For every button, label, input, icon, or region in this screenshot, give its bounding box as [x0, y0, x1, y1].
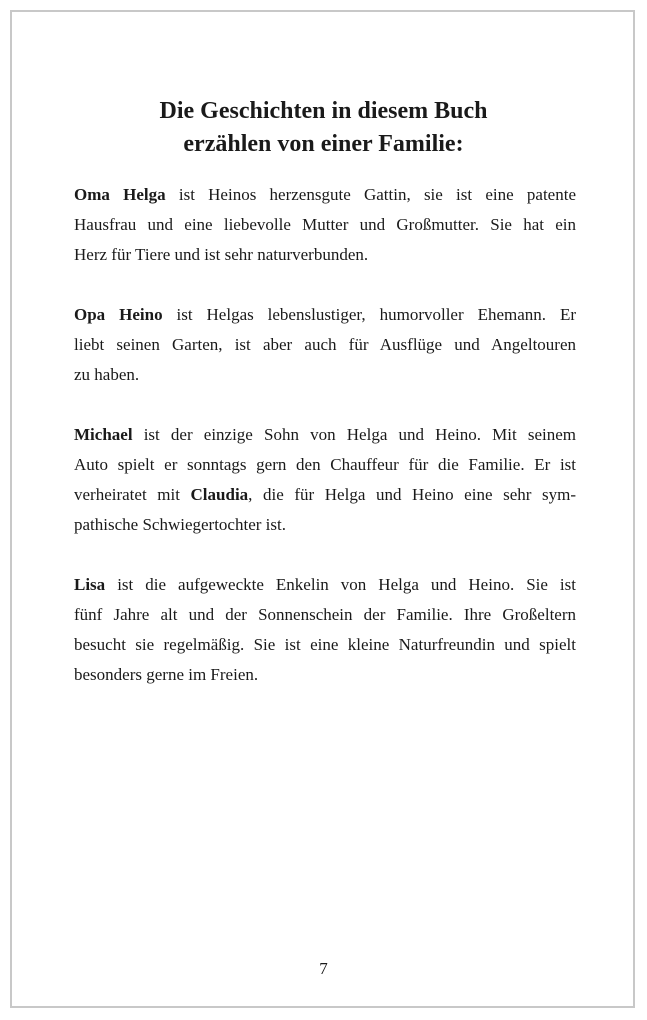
body-text	[74, 180, 576, 720]
text-line: Herz für Tiere und ist sehr naturverbunden.	[74, 245, 369, 264]
page-number: 7	[319, 959, 328, 978]
character-name: Claudia	[190, 485, 249, 504]
character-name: Michael	[74, 425, 133, 444]
page-title-line-2: erzählen von einer Familie:	[183, 131, 464, 157]
text-line: liebt seinen Garten, ist aber auch für Ausflüge und Angeltouren	[74, 335, 576, 354]
paragraph-michael	[74, 420, 576, 540]
character-name: Oma Helga	[74, 185, 166, 204]
paragraph-oma-helga	[74, 180, 576, 270]
text-line	[74, 570, 576, 600]
text-run: verheiratet mit	[74, 485, 191, 504]
text-line	[74, 480, 576, 510]
page-title	[0, 95, 647, 161]
text-line: besucht sie regelmäßig. Sie ist eine kleine Naturfreundin und spielt	[74, 635, 576, 654]
paragraph-opa-heino	[74, 300, 576, 390]
text-line: besonders gerne im Freien.	[74, 665, 259, 684]
page-title-line-1: Die Geschichten in diesem Buch	[159, 98, 488, 124]
text-line: Hausfrau und eine liebevolle Mutter und Großmutter. Sie hat ein	[74, 215, 576, 234]
text-run: ist Helgas lebenslustiger, humorvoller Ehemann. Er	[162, 305, 577, 324]
text-line: pathische Schwiegertochter ist.	[74, 515, 286, 534]
text-run: , die für Helga und Heino eine sehr sym-	[248, 485, 576, 504]
text-line: Auto spielt er sonntags gern den Chauffeur für die Familie. Er ist	[74, 455, 576, 474]
text-run: ist der einzige Sohn von Helga und Heino. Mit seinem	[132, 425, 576, 444]
text-line: fünf Jahre alt und der Sonnenschein der Familie. Ihre Großeltern	[74, 605, 576, 624]
character-name: Lisa	[74, 575, 106, 594]
text-line	[74, 180, 576, 210]
paragraph-lisa	[74, 570, 576, 690]
character-name: Opa Heino	[74, 305, 163, 324]
text-line	[74, 420, 576, 450]
text-line	[74, 300, 576, 330]
text-line: zu haben.	[74, 365, 140, 384]
text-run: ist die aufgeweckte Enkelin von Helga und Heino. Sie ist	[105, 575, 576, 594]
text-run: ist Heinos herzensgute Gattin, sie ist eine patente	[165, 185, 576, 204]
